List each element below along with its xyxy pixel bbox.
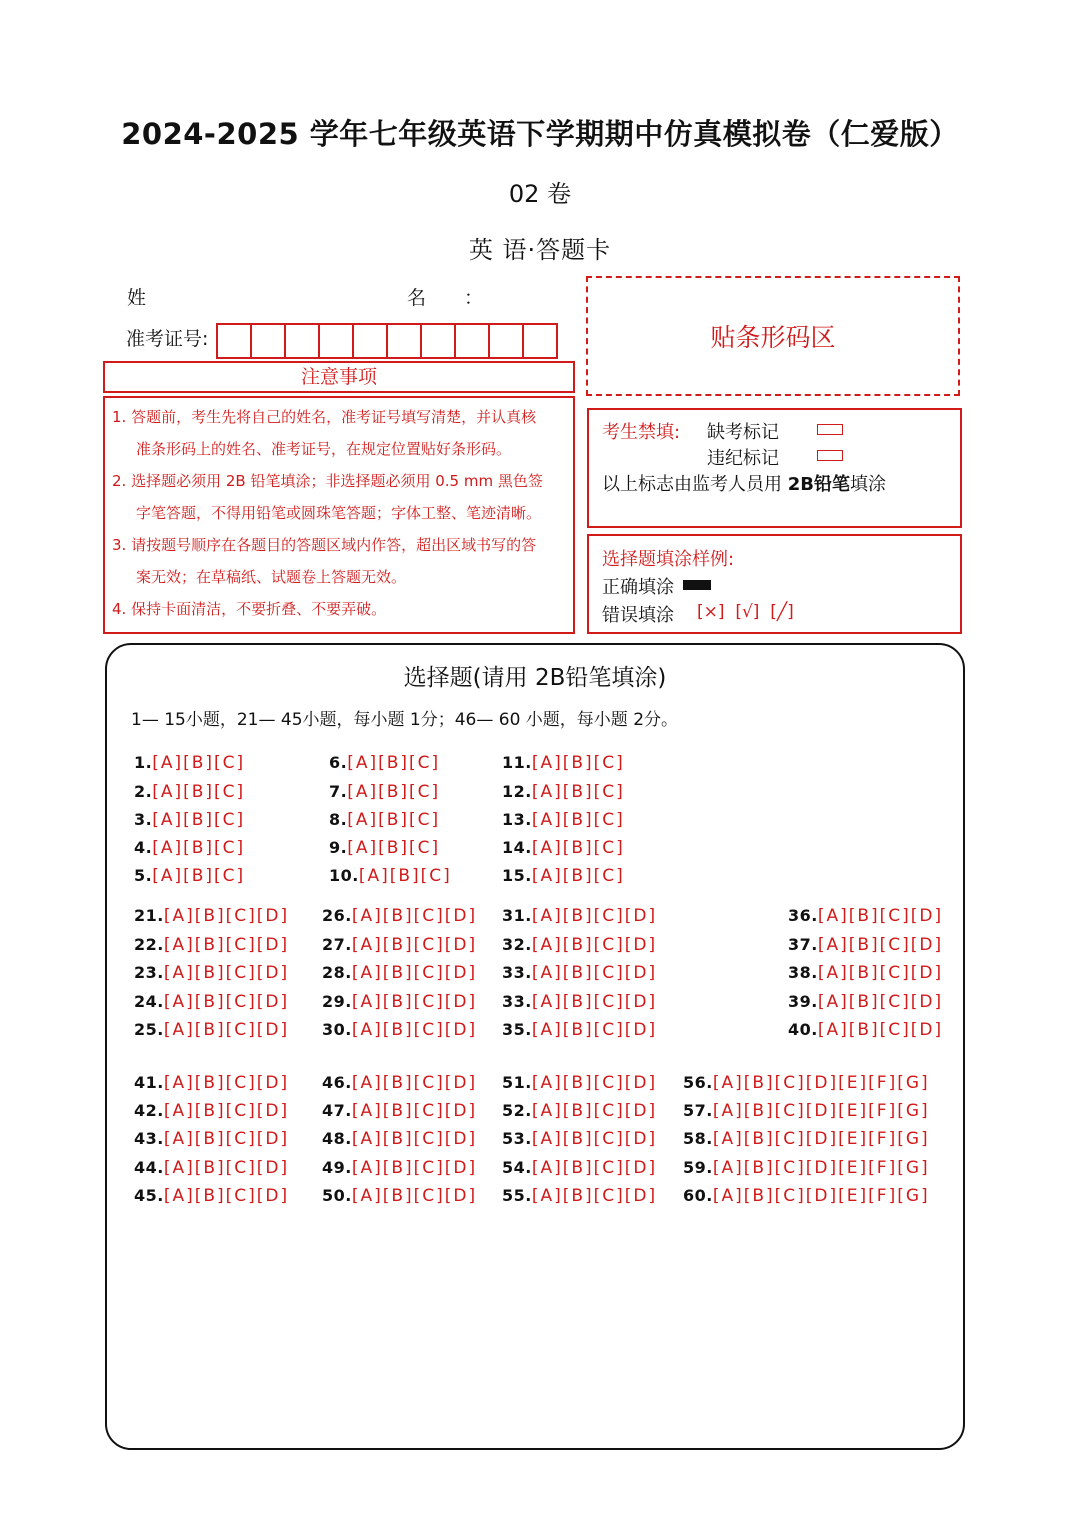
answer-options[interactable]: [A][B][C][D]: [163, 1101, 290, 1121]
answer-options[interactable]: [A][B][C][D]: [163, 935, 290, 955]
question-item[interactable]: [322, 1158, 477, 1178]
answer-options[interactable]: [A][B][C][D]: [351, 1073, 478, 1093]
question-item[interactable]: [683, 1101, 930, 1121]
question-number: 27.: [322, 935, 352, 954]
proctor-note-prefix: 以上标志由监考人员用: [602, 474, 788, 495]
question-item[interactable]: [788, 963, 943, 983]
answer-options[interactable]: [A][B][C][D]: [817, 935, 944, 955]
question-number: 25.: [134, 1020, 164, 1039]
question-number: 39.: [788, 992, 818, 1011]
name-colon: ：: [464, 287, 484, 309]
id-digit-box[interactable]: [454, 323, 490, 359]
question-item[interactable]: [502, 1073, 657, 1093]
question-number: 23.: [134, 963, 164, 982]
answer-options[interactable]: [A][B][C][D][E][F][G]: [712, 1158, 930, 1178]
answer-options[interactable]: [A][B][C][D]: [351, 1129, 478, 1149]
notes-heading: 注意事项: [103, 361, 575, 393]
question-number: 53.: [502, 1129, 532, 1148]
notes-box: [103, 396, 575, 634]
question-item[interactable]: [502, 1020, 657, 1040]
question-number: 43.: [134, 1129, 164, 1148]
question-item[interactable]: [322, 1186, 477, 1206]
note-line: 2. 选择题必须用 2B 铅笔填涂；非选择题必须用 0.5 mm 黑色签: [112, 472, 543, 490]
question-item[interactable]: [134, 1129, 289, 1149]
answer-options[interactable]: [A][B][C][D]: [163, 906, 290, 926]
volume-label: 02 卷: [508, 180, 572, 208]
question-item[interactable]: [322, 906, 477, 926]
question-item[interactable]: [134, 782, 245, 802]
question-number: 49.: [322, 1158, 352, 1177]
id-digit-box[interactable]: [216, 323, 252, 359]
question-number: 47.: [322, 1101, 352, 1120]
answer-options[interactable]: [A][B][C][D]: [163, 1129, 290, 1149]
id-digit-box[interactable]: [488, 323, 524, 359]
answer-options[interactable]: [A][B][C][D]: [351, 963, 478, 983]
barcode-label: 贴条形码区: [710, 323, 836, 352]
question-number: 7.: [329, 782, 348, 801]
id-number-boxes[interactable]: [218, 323, 558, 359]
choice-answer-area: [105, 643, 965, 1450]
note-line: 字笔答题，不得用铅笔或圆珠笔答题；字体工整、笔迹清晰。: [136, 504, 542, 522]
question-item[interactable]: [788, 935, 943, 955]
answer-options[interactable]: [A][B][C][D]: [531, 1020, 658, 1040]
question-number: 33.: [502, 992, 532, 1011]
question-number: 29.: [322, 992, 352, 1011]
absent-mark-box[interactable]: [817, 424, 843, 435]
answer-options[interactable]: [A][B][C][D]: [531, 992, 658, 1012]
question-number: 2.: [134, 782, 153, 801]
question-number: 32.: [502, 935, 532, 954]
note-line: 3. 请按题号顺序在各题目的答题区域内作答，超出区域书写的答: [112, 536, 537, 554]
question-number: 41.: [134, 1073, 164, 1092]
answer-options[interactable]: [A][B][C][D]: [531, 1129, 658, 1149]
question-number: 21.: [134, 906, 164, 925]
question-item[interactable]: [329, 753, 440, 773]
answer-options[interactable]: [A][B][C][D]: [351, 935, 478, 955]
wrong-fill-marks: [×] [√] [╱]: [697, 602, 794, 622]
answer-options[interactable]: [A][B][C]: [531, 810, 625, 830]
answer-options[interactable]: [A][B][C][D]: [531, 1158, 658, 1178]
question-number: 22.: [134, 935, 164, 954]
question-item[interactable]: [502, 782, 625, 802]
question-item[interactable]: [329, 782, 440, 802]
question-number: 42.: [134, 1101, 164, 1120]
answer-options[interactable]: [A][B][C]: [347, 838, 441, 858]
question-number: 13.: [502, 810, 532, 829]
question-item[interactable]: [329, 838, 440, 858]
answer-options[interactable]: [A][B][C][D]: [817, 992, 944, 1012]
question-item[interactable]: [683, 1186, 930, 1206]
question-number: 24.: [134, 992, 164, 1011]
question-item[interactable]: [502, 866, 625, 886]
note-line: 1. 答题前，考生先将自己的姓名，准考证号填写清楚，并认真核: [112, 408, 537, 426]
answer-options[interactable]: [A][B][C]: [531, 866, 625, 886]
question-number: 36.: [788, 906, 818, 925]
question-item[interactable]: [329, 810, 440, 830]
question-item[interactable]: [502, 935, 657, 955]
question-item[interactable]: [788, 992, 943, 1012]
question-number: 6.: [329, 753, 348, 772]
choice-section-title: 选择题(请用 2B铅笔填涂): [403, 665, 667, 691]
question-item[interactable]: [502, 810, 625, 830]
answer-options[interactable]: [A][B][C][D][E][F][G]: [712, 1101, 930, 1121]
question-number: 56.: [683, 1073, 713, 1092]
question-item[interactable]: [134, 810, 245, 830]
correct-fill-mark: [683, 580, 711, 590]
answer-options[interactable]: [A][B][C][D]: [817, 906, 944, 926]
violation-label: 违纪标记: [707, 448, 779, 469]
id-digit-box[interactable]: [386, 323, 422, 359]
fill-sample-label: 选择题填涂样例:: [602, 549, 735, 570]
answer-options[interactable]: [A][B][C][D][E][F][G]: [712, 1073, 930, 1093]
answer-options[interactable]: [A][B][C][D]: [163, 1020, 290, 1040]
answer-options[interactable]: [A][B][C][D][E][F][G]: [712, 1129, 930, 1149]
answer-options[interactable]: [A][B][C][D]: [531, 1186, 658, 1206]
question-number: 5.: [134, 866, 153, 885]
question-number: 31.: [502, 906, 532, 925]
question-item[interactable]: [134, 1101, 289, 1121]
question-item[interactable]: [134, 1186, 289, 1206]
question-item[interactable]: [683, 1158, 930, 1178]
answer-options[interactable]: [A][B][C]: [347, 753, 441, 773]
question-item[interactable]: [502, 1101, 657, 1121]
answer-options[interactable]: [A][B][C][D]: [163, 1073, 290, 1093]
answer-options[interactable]: [A][B][C][D]: [351, 1186, 478, 1206]
exam-title: 2024-2025 学年七年级英语下学期期中仿真模拟卷（仁爱版）: [121, 117, 959, 151]
question-item[interactable]: [322, 992, 477, 1012]
question-item[interactable]: [502, 992, 657, 1012]
answer-options[interactable]: [A][B][C]: [347, 782, 441, 802]
id-digit-box[interactable]: [522, 323, 558, 359]
barcode-area: [586, 276, 960, 396]
question-item[interactable]: [322, 1101, 477, 1121]
answer-options[interactable]: [A][B][C][D][E][F][G]: [712, 1186, 930, 1206]
violation-mark-box[interactable]: [817, 450, 843, 461]
question-number: 3.: [134, 810, 153, 829]
answer-options[interactable]: [A][B][C][D]: [163, 992, 290, 1012]
absent-label: 缺考标记: [707, 422, 779, 443]
question-number: 14.: [502, 838, 532, 857]
question-number: 59.: [683, 1158, 713, 1177]
answer-options[interactable]: [A][B][C]: [531, 753, 625, 773]
answer-options[interactable]: [A][B][C]: [531, 838, 625, 858]
question-item[interactable]: [134, 1158, 289, 1178]
id-digit-box[interactable]: [318, 323, 354, 359]
question-number: 60.: [683, 1186, 713, 1205]
question-number: 45.: [134, 1186, 164, 1205]
answer-options[interactable]: [A][B][C]: [152, 810, 246, 830]
answer-options[interactable]: [A][B][C]: [152, 838, 246, 858]
question-item[interactable]: [134, 866, 245, 886]
answer-options[interactable]: [A][B][C][D]: [163, 1158, 290, 1178]
question-item[interactable]: [683, 1129, 930, 1149]
name-field[interactable]: [150, 280, 400, 310]
answer-options[interactable]: [A][B][C][D]: [531, 935, 658, 955]
question-number: 48.: [322, 1129, 352, 1148]
question-number: 4.: [134, 838, 153, 857]
question-number: 35.: [502, 1020, 532, 1039]
question-item[interactable]: [322, 963, 477, 983]
question-number: 15.: [502, 866, 532, 885]
question-number: 52.: [502, 1101, 532, 1120]
answer-options[interactable]: [A][B][C][D]: [817, 1020, 944, 1040]
answer-options[interactable]: [A][B][C][D]: [531, 1073, 658, 1093]
question-item[interactable]: [788, 906, 943, 926]
question-number: 10.: [329, 866, 359, 885]
question-number: 54.: [502, 1158, 532, 1177]
id-digit-box[interactable]: [284, 323, 320, 359]
note-line: 准条形码上的姓名、准考证号，在规定位置贴好条形码。: [136, 440, 512, 458]
question-item[interactable]: [134, 935, 289, 955]
question-number: 9.: [329, 838, 348, 857]
question-number: 12.: [502, 782, 532, 801]
answer-options[interactable]: [A][B][C][D]: [531, 906, 658, 926]
id-digit-box[interactable]: [250, 323, 286, 359]
question-item[interactable]: [683, 1073, 930, 1093]
question-item[interactable]: [502, 1186, 657, 1206]
question-number: 37.: [788, 935, 818, 954]
question-number: 8.: [329, 810, 348, 829]
question-number: 11.: [502, 753, 532, 772]
id-digit-box[interactable]: [352, 323, 388, 359]
question-item[interactable]: [502, 838, 625, 858]
question-item[interactable]: [322, 935, 477, 955]
note-line: 案无效；在草稿纸、试题卷上答题无效。: [136, 568, 407, 586]
proctor-label: 考生禁填:: [602, 422, 681, 443]
note-line: 4. 保持卡面清洁，不要折叠、不要弄破。: [112, 600, 387, 618]
question-number: 44.: [134, 1158, 164, 1177]
proctor-note: [602, 470, 886, 496]
question-item[interactable]: [134, 1073, 289, 1093]
answer-options[interactable]: [A][B][C]: [152, 782, 246, 802]
answer-options[interactable]: [A][B][C][D]: [351, 1158, 478, 1178]
question-item[interactable]: [322, 1129, 477, 1149]
proctor-note-bold: 2B铅笔: [787, 474, 850, 495]
answer-options[interactable]: [A][B][C][D]: [351, 1101, 478, 1121]
answer-options[interactable]: [A][B][C]: [531, 782, 625, 802]
name-label-1: 姓: [127, 287, 147, 309]
answer-options[interactable]: [A][B][C][D]: [351, 906, 478, 926]
answer-options[interactable]: [A][B][C][D]: [351, 1020, 478, 1040]
id-digit-box[interactable]: [420, 323, 456, 359]
question-item[interactable]: [502, 1129, 657, 1149]
question-item[interactable]: [134, 992, 289, 1012]
card-title: 英 语·答题卡: [468, 236, 612, 264]
question-number: 28.: [322, 963, 352, 982]
question-item[interactable]: [329, 866, 452, 886]
question-item[interactable]: [134, 963, 289, 983]
question-item[interactable]: [322, 1020, 477, 1040]
question-number: 38.: [788, 963, 818, 982]
question-number: 55.: [502, 1186, 532, 1205]
answer-options[interactable]: [A][B][C]: [152, 866, 246, 886]
question-item[interactable]: [134, 1020, 289, 1040]
question-item[interactable]: [134, 906, 289, 926]
question-number: 40.: [788, 1020, 818, 1039]
question-number: 58.: [683, 1129, 713, 1148]
fill-sample-box: [587, 534, 962, 634]
name-label-2: 名: [407, 287, 427, 309]
question-item[interactable]: [322, 1073, 477, 1093]
question-number: 33.: [502, 963, 532, 982]
answer-options[interactable]: [A][B][C]: [152, 753, 246, 773]
question-number: 26.: [322, 906, 352, 925]
answer-options[interactable]: [A][B][C]: [347, 810, 441, 830]
answer-options[interactable]: [A][B][C][D]: [163, 1186, 290, 1206]
answer-options[interactable]: [A][B][C][D]: [351, 992, 478, 1012]
question-number: 46.: [322, 1073, 352, 1092]
question-number: 30.: [322, 1020, 352, 1039]
question-number: 1.: [134, 753, 153, 772]
question-item[interactable]: [134, 838, 245, 858]
question-number: 57.: [683, 1101, 713, 1120]
question-number: 50.: [322, 1186, 352, 1205]
question-item[interactable]: [788, 1020, 943, 1040]
question-item[interactable]: [502, 753, 625, 773]
answer-options[interactable]: [A][B][C][D]: [163, 963, 290, 983]
answer-options[interactable]: [A][B][C][D]: [531, 1101, 658, 1121]
wrong-fill-label: 错误填涂: [602, 605, 674, 626]
scoring-note: 1— 15小题，21— 45小题，每小题 1分；46— 60 小题，每小题 2分。: [131, 710, 679, 730]
id-label: 准考证号:: [126, 328, 209, 350]
answer-options[interactable]: [A][B][C][D]: [817, 963, 944, 983]
proctor-note-suffix: 填涂: [849, 474, 886, 495]
answer-options[interactable]: [A][B][C]: [358, 866, 452, 886]
question-item[interactable]: [134, 753, 245, 773]
question-item[interactable]: [502, 906, 657, 926]
answer-options[interactable]: [A][B][C][D]: [531, 963, 658, 983]
question-number: 51.: [502, 1073, 532, 1092]
correct-fill-label: 正确填涂: [602, 577, 674, 598]
proctor-box: [587, 408, 962, 528]
question-item[interactable]: [502, 963, 657, 983]
question-item[interactable]: [502, 1158, 657, 1178]
